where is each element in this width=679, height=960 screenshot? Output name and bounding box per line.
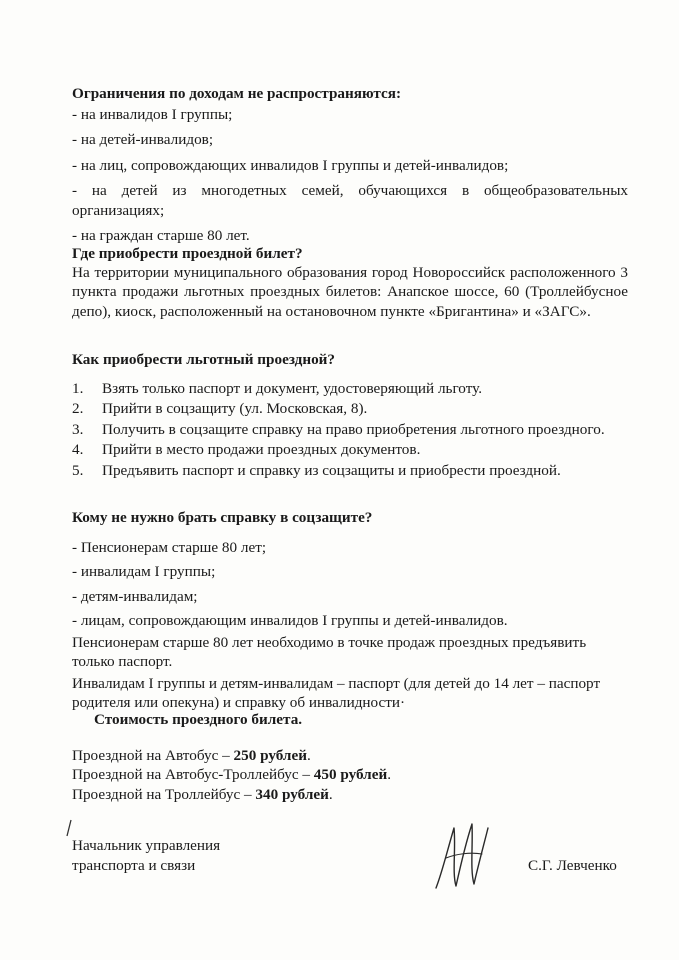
list-item: - на лиц, сопровождающих инвалидов I группы и детей-инвалидов;	[72, 156, 509, 174]
how-to-buy-heading: Как приобрести льготный проездной?	[72, 351, 336, 368]
price-line	[72, 785, 628, 805]
position-line: транспорта и связи	[72, 856, 196, 874]
price-section	[72, 710, 628, 804]
price-line	[72, 765, 628, 785]
step-item	[72, 379, 628, 399]
list-item: - Пенсионерам старше 80 лет;	[72, 538, 267, 556]
list-item: - лицам, сопровождающим инвалидов I группы и детей-инвалидов.	[72, 612, 508, 629]
where-to-buy-text: На территории муниципального образования город Новороссийск расположенного 3 пункта продажи льготных проездных билетов: Анапское шоссе, 60 (Троллейбусное депо), киоск, расположенный на остановочном пункте «Бригантина» и «ЗАГС».	[72, 263, 628, 320]
note-text: Инвалидам I группы и детям-инвалидам – паспорт (для детей до 14 лет – паспорт родителя или опекуна) и справку об инвалидности·	[72, 674, 601, 711]
price-end: .	[306, 746, 311, 764]
step-number: 5.	[72, 461, 84, 479]
price-value: 450 рублей	[313, 766, 388, 783]
signatory-name: С.Г. Левченко	[528, 857, 617, 874]
price-label: Проездной на Автобус –	[72, 746, 234, 764]
no-certificate-heading: Кому не нужно брать справку в соцзащите?	[72, 509, 373, 526]
where-to-buy-section	[72, 244, 628, 321]
list-item: - на инвалидов I группы;	[72, 105, 233, 123]
list-item: - на детей из многодетных семей, обучающихся в общеобразовательных организациях;	[72, 182, 628, 219]
list-item: - на граждан старше 80 лет.	[72, 227, 250, 244]
step-number: 2.	[72, 400, 84, 417]
step-number: 1.	[72, 379, 84, 397]
price-value: 340 рублей	[255, 785, 329, 803]
no-certificate-section	[72, 508, 628, 713]
where-to-buy-heading: Где приобрести проездной билет?	[72, 245, 303, 262]
list-item: - на детей-инвалидов;	[72, 131, 214, 148]
price-line	[72, 746, 628, 766]
signatory-position	[72, 836, 220, 875]
step-item	[72, 461, 628, 481]
income-exemptions-heading: Ограничения по доходам не распространяются:	[72, 85, 402, 102]
list-item: - инвалидам I группы;	[72, 563, 216, 580]
price-end: .	[387, 766, 391, 783]
price-end: .	[328, 785, 333, 803]
note-text: Пенсионерам старше 80 лет необходимо в точке продаж проездных предъявить только паспорт.	[72, 633, 587, 670]
how-to-buy-section	[72, 350, 628, 481]
step-item	[72, 399, 628, 419]
step-text: Взять только паспорт и документ, удостоверяющий льготу.	[102, 379, 482, 397]
step-number: 3.	[72, 420, 84, 438]
position-line: Начальник управления	[72, 837, 221, 854]
price-label: Проездной на Троллейбус –	[72, 785, 256, 803]
handwritten-signature-icon	[432, 818, 494, 896]
step-number: 4.	[72, 441, 84, 458]
list-item: - детям-инвалидам;	[72, 587, 198, 605]
step-text: Прийти в соцзащиту (ул. Московская, 8).	[102, 400, 368, 417]
price-value: 250 рублей	[233, 746, 307, 764]
step-item	[72, 420, 628, 440]
price-label: Проездной на Автобус-Троллейбус –	[72, 766, 314, 783]
price-heading: Стоимость проездного билета.	[94, 711, 303, 728]
step-text: Предъявить паспорт и справку из соцзащиты и приобрести проездной.	[102, 461, 561, 479]
step-text: Получить в соцзащите справку на право приобретения льготного проездного.	[102, 420, 605, 438]
income-exemptions-section	[72, 84, 628, 246]
step-item	[72, 440, 628, 460]
how-to-buy-steps	[72, 379, 628, 481]
step-text: Прийти в место продажи проездных документов.	[102, 441, 421, 458]
